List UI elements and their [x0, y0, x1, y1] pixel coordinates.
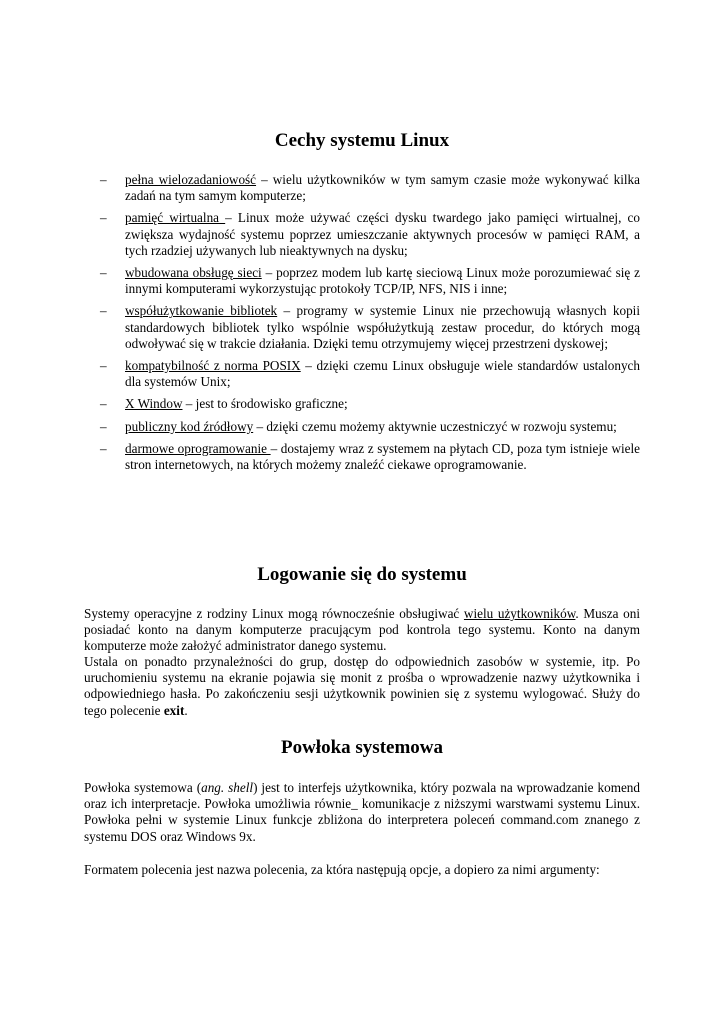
dash-bullet: –: [100, 418, 107, 434]
list-item: [100, 396, 640, 412]
dash-bullet: –: [100, 358, 107, 374]
heading-shell: Powłoka systemowa: [280, 737, 444, 758]
feature-term: kompatybilność z norma POSIX: [125, 358, 301, 374]
feature-text: – dostajemy wraz z systemem na płytach CD, poza tym istnieje wiele stron internetowych, na których możemy znaleźć ciekawe oprogramowanie.: [125, 440, 640, 473]
feature-text: – dzięki czemu Linux obsługuje wiele standardów ustalonych dla systemów Unix;: [125, 358, 640, 390]
feature-text: – poprzez modem lub kartę sieciową Linux może porozumiewać się z innymi komputerami wykorzystując protokoły TCP/IP, NFS, NIS i inne;: [125, 265, 640, 297]
feature-text: – dzięki czemu możemy aktywnie uczestniczyć w rozwoju systemu;: [253, 418, 617, 434]
shell-paragraph-1: [84, 780, 640, 845]
dash-bullet: –: [100, 210, 107, 226]
feature-term: publiczny kod źródłowy: [125, 418, 254, 434]
exit-command: exit: [163, 702, 185, 718]
login-paragraph-1: [84, 606, 640, 655]
list-item: [100, 303, 640, 352]
multiuser-link[interactable]: wielu użytkowników: [463, 606, 576, 621]
list-item: [100, 441, 640, 473]
list-item: [100, 265, 640, 297]
feature-term: pamięć wirtualna: [125, 210, 226, 226]
heading-linux-features: Cechy systemu Linux: [274, 130, 450, 151]
list-item: [100, 172, 640, 204]
feature-text: – programy w systemie Linux nie przechowują własnych kopii standardowych bibliotek tylko wspólnie współużytkują zestaw procedur, do których mogą odwoływać się w trakcie działania. Dzięki temu otrzymujemy więcej przestrzeni dyskowej;: [125, 303, 640, 351]
feature-term: pełna wielozadaniowość: [125, 172, 257, 187]
login-text-c: Ustala on ponadto przynależności do grup, dostęp do odpowiednich zasobów w systemie, itp. Po uruchomieniu systemu na ekranie pojawia się monit z prośba o wprowadzenie nazwy użytkownika i odpowiedniego hasła. Po zakończeniu sesji użytkownik powinien się z systemu wylogować. Służy do tego polecenie: [84, 654, 640, 718]
feature-term: współużytkowanie bibliotek: [125, 303, 278, 319]
feature-text: – jest to środowisko graficzne;: [182, 396, 348, 412]
feature-term: X Window: [125, 396, 183, 412]
dash-bullet: –: [100, 303, 107, 319]
login-text-a: Systemy operacyjne z rodziny Linux mogą równocześnie obsługiwać: [84, 606, 464, 621]
dash-bullet: –: [100, 440, 107, 456]
shell-paragraph-2: Formatem polecenia jest nazwa polecenia, za która następują opcje, a dopiero za nimi argumenty:: [84, 862, 600, 877]
login-text-b: . Musza oni posiadać konto na danym komputerze pracującym pod kontrola tego systemu. Konto na danym komputerze może założyć administrator danego systemu.: [84, 606, 640, 654]
dash-bullet: –: [100, 172, 107, 187]
login-text-d: .: [184, 702, 188, 718]
dash-bullet: –: [100, 396, 107, 412]
feature-term: darmowe oprogramowanie: [125, 440, 271, 456]
login-paragraph-2: [84, 654, 640, 719]
heading-login: Logowanie się do systemu: [257, 564, 467, 585]
shell-text-b: ) jest to interfejs użytkownika, który pozwala na wprowadzanie komend oraz ich interpretacje. Powłoka umożliwia równie_ komunikacje z niższymi warstwami systemu Linux. Powłoka pełni w systemie Linux funkcje zbliżona do interpretera poleceń command.com znanego z systemu DOS oraz Windows 9x.: [84, 780, 640, 844]
list-item: [100, 419, 640, 435]
dash-bullet: –: [100, 265, 107, 281]
feature-text: – Linux może używać części dysku twardego jako pamięci wirtualnej, co zwiększa wydajność systemu poprzez umieszczanie aktywnych procesów w pamięci RAM, a tych rzadziej używanych lub nieaktywnych na dysku;: [125, 210, 640, 258]
feature-text: – wielu użytkowników w tym samym czasie może wykonywać kilka zadań na tym samym komputerze;: [125, 172, 640, 204]
shell-term: ang. shell: [201, 780, 254, 795]
list-item: [100, 358, 640, 390]
feature-term: wbudowana obsługę sieci: [125, 265, 262, 281]
list-item: [100, 210, 640, 259]
features-list: [100, 172, 640, 473]
shell-text-a: Powłoka systemowa (: [84, 780, 202, 795]
